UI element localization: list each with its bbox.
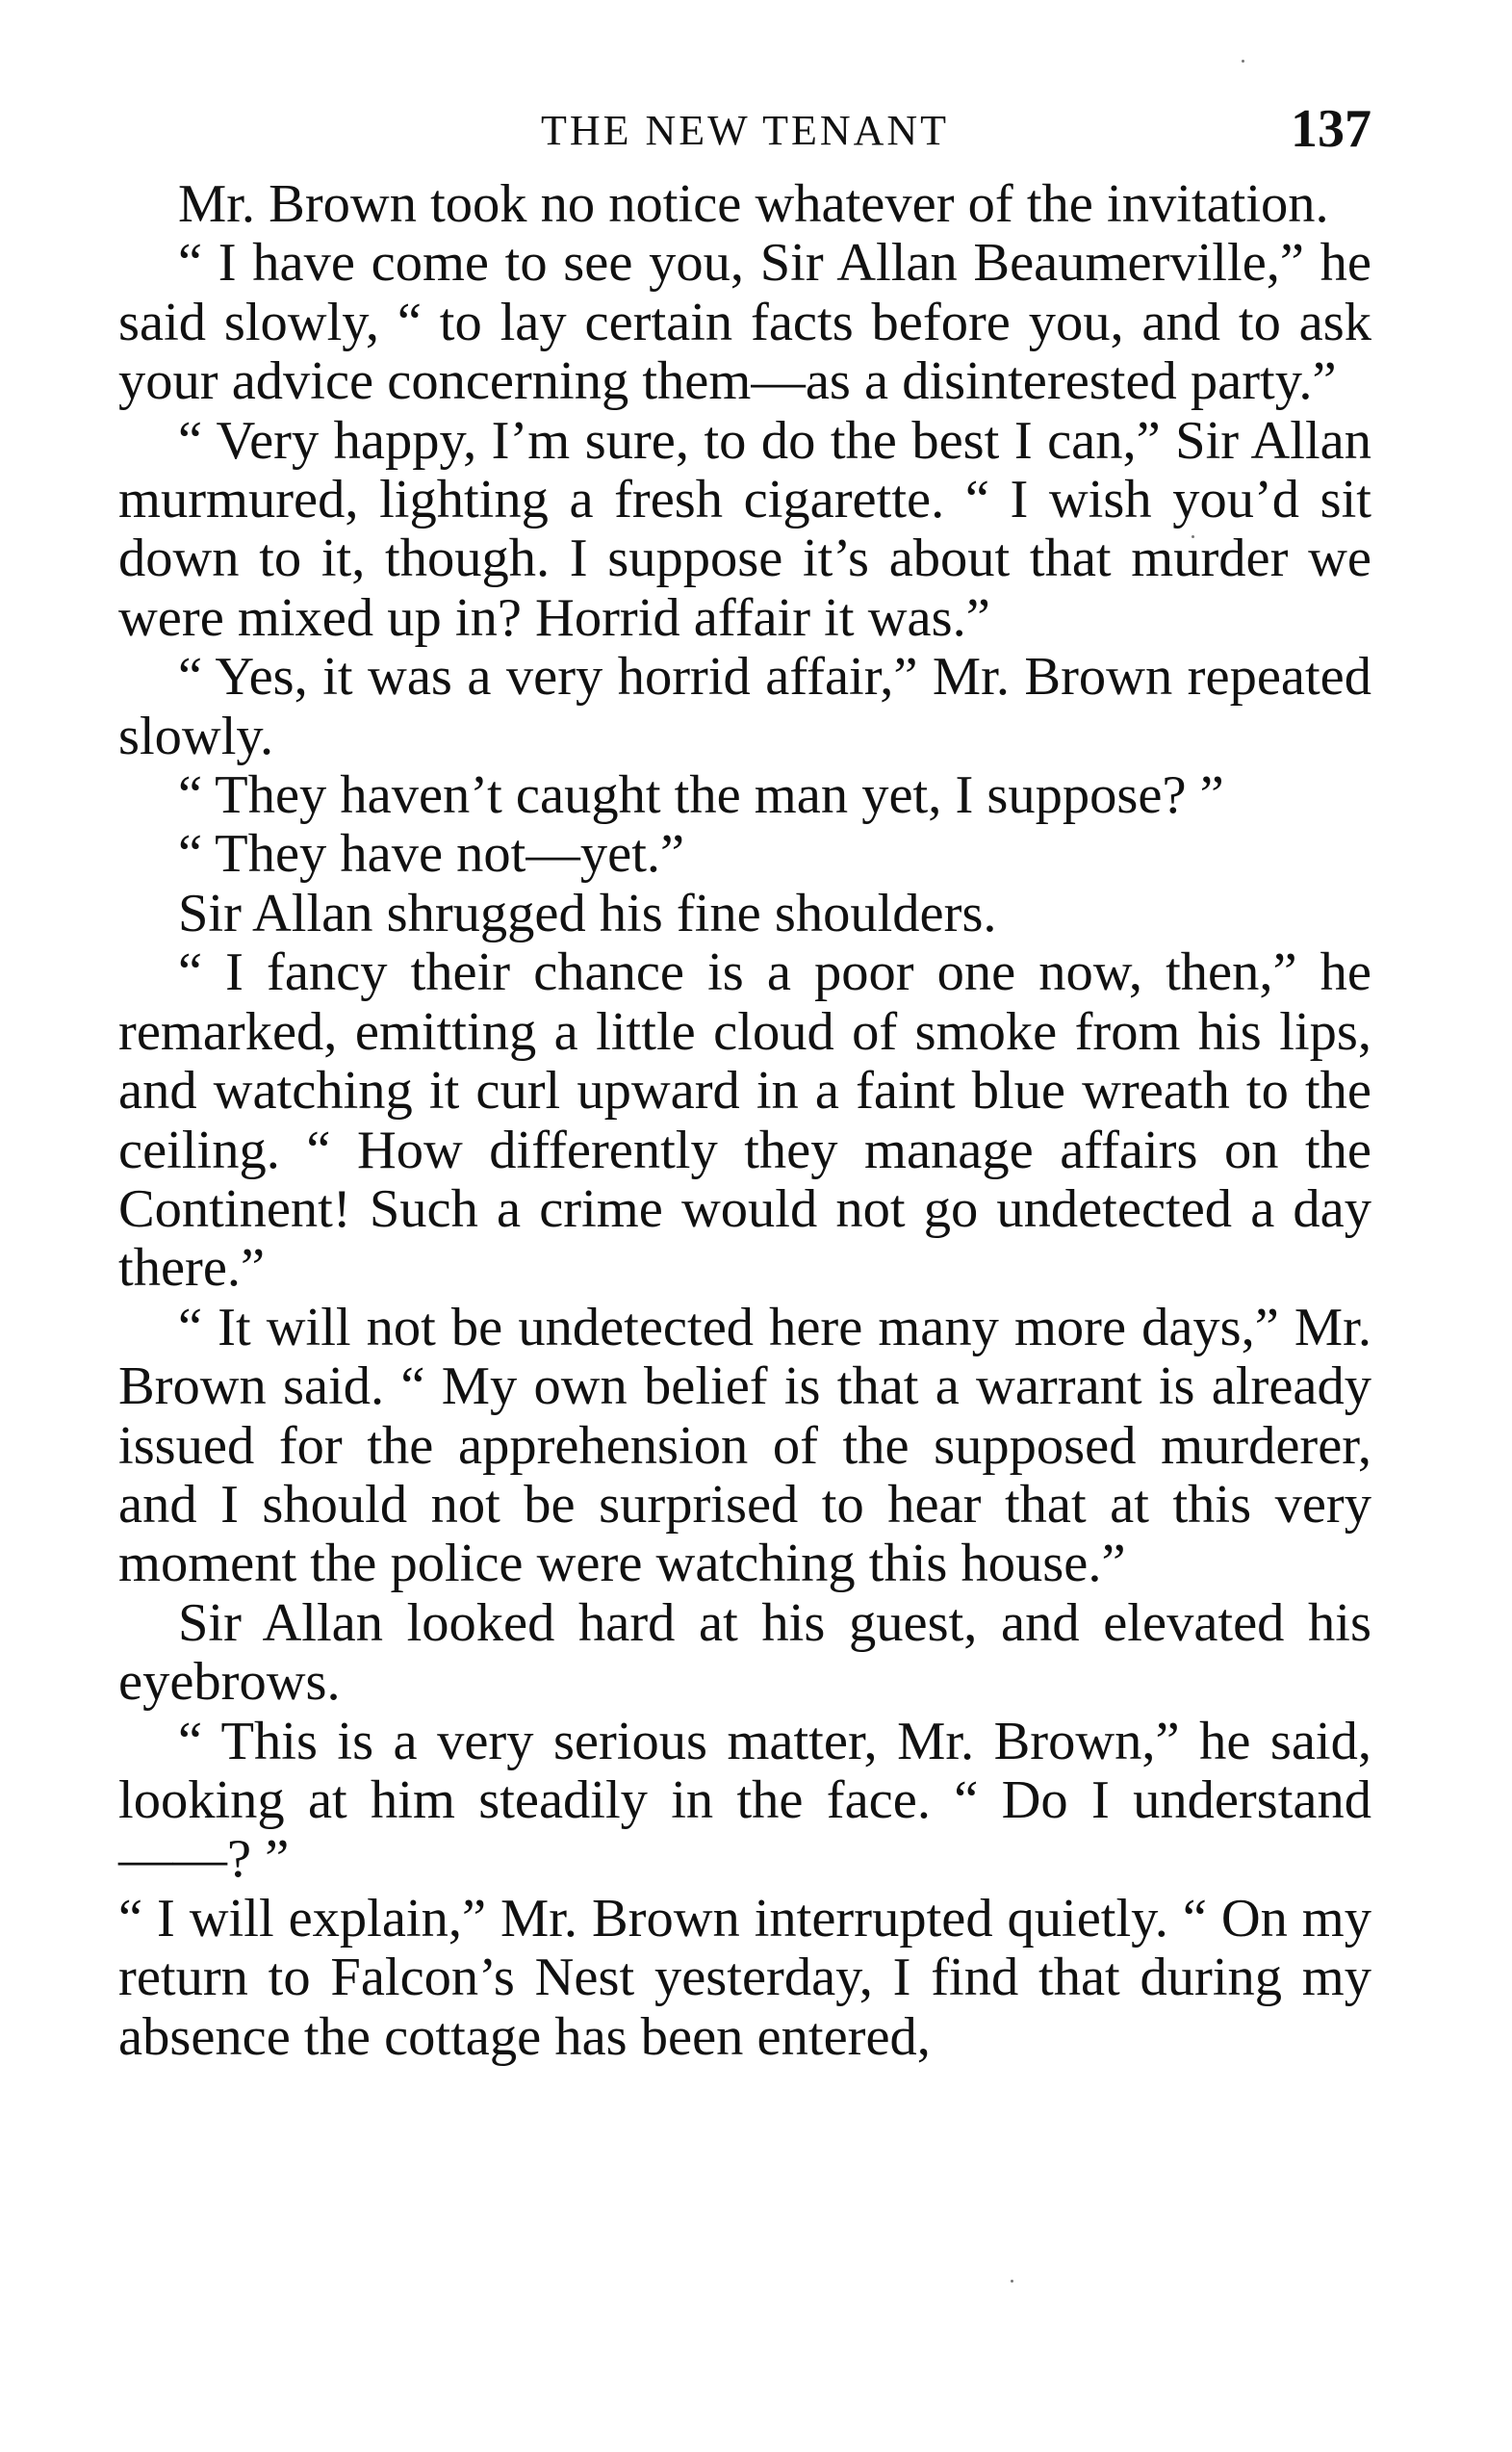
paragraph: Sir Allan shrugged his fine shoulders. <box>178 883 997 943</box>
paragraph: “ This is a very serious matter, Mr. Brown,” he said, looking at him steadily in the face. “ Do I understand——? ” <box>118 1711 1371 1890</box>
paper-speck <box>1242 60 1244 63</box>
running-title: THE NEW TENANT <box>540 107 950 154</box>
paragraph: “ I will explain,” Mr. Brown interrupted quietly. “ On my return to Falcon’s Nest yesterday, I find that during my absence the cottage has been entered, <box>118 1888 1371 2067</box>
book-page <box>118 94 1371 2067</box>
paragraph: “ They have not—yet.” <box>178 824 685 885</box>
paragraph: “ Very happy, I’m sure, to do the best I can,” Sir Allan murmured, lighting a fresh cigarette. “ I wish you’d sit down to it, though. I suppose it’s about that murder we were mixed up in? Horrid affair it was.” <box>118 410 1371 648</box>
running-head <box>118 94 1371 175</box>
paragraph: “ Yes, it was a very horrid affair,” Mr. Brown repeated slowly. <box>118 647 1371 766</box>
paper-speck <box>1011 2280 1013 2283</box>
paragraph: “ They haven’t caught the man yet, I suppose? ” <box>178 765 1224 826</box>
paragraph: Mr. Brown took no notice whatever of the invitation. <box>178 174 1329 234</box>
body-text <box>118 175 1371 2067</box>
paragraph: “ I have come to see you, Sir Allan Beaumerville,” he said slowly, “ to lay certain facts before you, and to ask your advice concerning them—as a disinterested party.” <box>118 233 1371 412</box>
paragraph: “ I fancy their chance is a poor one now, then,” he remarked, emitting a little cloud of smoke from his lips, and watching it curl upward in a faint blue wreath to the ceiling. “ How differently they manage affairs on the Continent! Such a crime would not go undetected a day there.” <box>118 942 1371 1299</box>
paragraph: Sir Allan looked hard at his guest, and elevated his eyebrows. <box>118 1592 1371 1713</box>
page-number: 137 <box>1291 99 1371 159</box>
paragraph: “ It will not be undetected here many more days,” Mr. Brown said. “ My own belief is that a warrant is already issued for the apprehension of the supposed murderer, and I should not be surprised to hear that at this very moment the police were watching this house.” <box>118 1297 1371 1594</box>
